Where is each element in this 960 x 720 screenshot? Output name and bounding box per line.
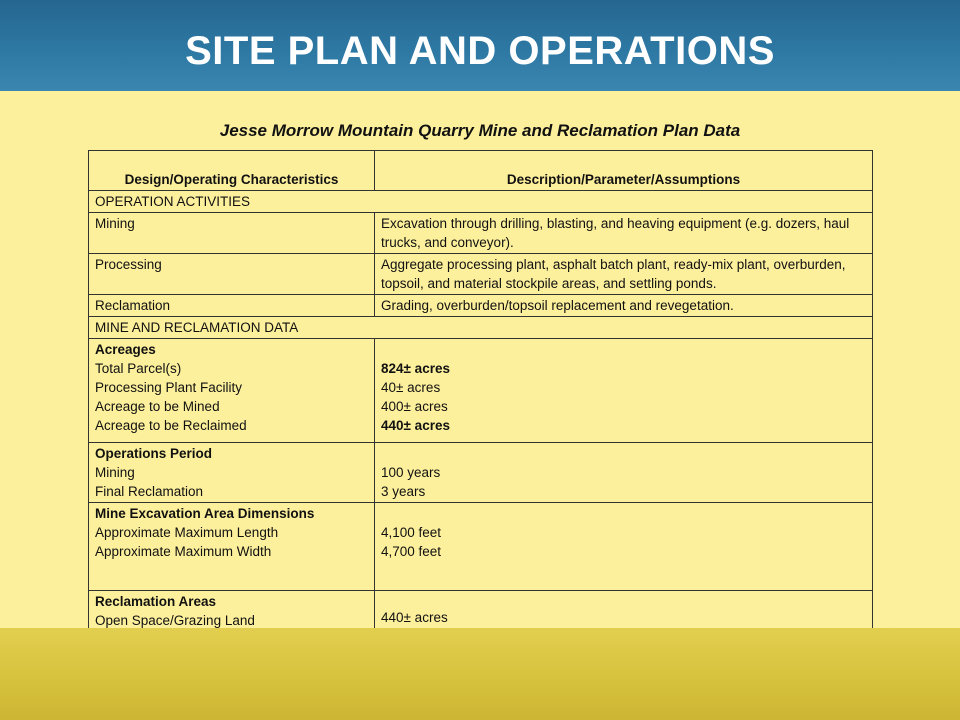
footer-band [0, 628, 960, 720]
dimensions-values [375, 503, 873, 591]
reclamation-areas-values [375, 591, 873, 632]
list-item: Processing Plant Facility [95, 380, 243, 395]
list-item: Final Reclamation [95, 484, 204, 499]
value-reclamation-period: 3 years [381, 484, 426, 499]
list-item: Total Parcel(s) [95, 361, 182, 376]
dimensions-labels [89, 503, 375, 591]
title-bar [0, 0, 960, 91]
reclamation-areas-labels [89, 591, 375, 632]
table-row [89, 295, 873, 317]
table-row [89, 591, 873, 632]
value-total-parcel: 824± acres [381, 361, 450, 376]
reclamation-areas-heading: Reclamation Areas [95, 594, 217, 609]
list-item: Mining [95, 465, 135, 480]
plan-data-table [88, 150, 873, 632]
operations-values [375, 443, 873, 503]
page-title: SITE PLAN AND OPERATIONS [185, 29, 775, 73]
table-row [89, 503, 873, 591]
section-row [89, 317, 873, 339]
table-row [89, 443, 873, 503]
value-max-length: 4,100 feet [381, 525, 442, 540]
section-mine-reclamation-data: MINE AND RECLAMATION DATA [89, 317, 873, 339]
column-header-description: Description/Parameter/Assumptions [375, 151, 873, 191]
list-item: Acreage to be Mined [95, 399, 220, 414]
list-item: Approximate Maximum Length [95, 525, 279, 540]
dimensions-heading: Mine Excavation Area Dimensions [95, 506, 315, 521]
section-row [89, 191, 873, 213]
value-processing-plant: 40± acres [381, 380, 441, 395]
table-row [89, 254, 873, 295]
table-header-row [89, 151, 873, 191]
section-operation-activities: OPERATION ACTIVITIES [89, 191, 873, 213]
value-max-width: 4,700 feet [381, 544, 442, 559]
value-open-space: 440± acres [381, 610, 448, 625]
value-mining-period: 100 years [381, 465, 441, 480]
table-caption: Jesse Morrow Mountain Quarry Mine and Reclamation Plan Data [219, 121, 741, 140]
row-desc-reclamation: Grading, overburden/topsoil replacement and revegetation. [375, 295, 873, 317]
acreages-labels [89, 339, 375, 443]
table-row [89, 339, 873, 443]
row-label-mining: Mining [89, 213, 375, 254]
list-item: Open Space/Grazing Land [95, 613, 255, 628]
value-acreage-reclaimed: 440± acres [381, 418, 450, 433]
value-acreage-mined: 400± acres [381, 399, 448, 414]
list-item: Acreage to be Reclaimed [95, 418, 247, 433]
row-label-reclamation: Reclamation [89, 295, 375, 317]
table-row [89, 213, 873, 254]
acreages-values [375, 339, 873, 443]
row-desc-mining: Excavation through drilling, blasting, and heaving equipment (e.g. dozers, haul trucks, and conveyor). [375, 213, 873, 254]
row-label-processing: Processing [89, 254, 375, 295]
list-item: Approximate Maximum Width [95, 544, 272, 559]
row-desc-processing: Aggregate processing plant, asphalt batch plant, ready-mix plant, overburden, topsoil, and material stockpile areas, and settling ponds. [375, 254, 873, 295]
operations-labels [89, 443, 375, 503]
acreages-heading: Acreages [95, 342, 156, 357]
column-header-characteristics: Design/Operating Characteristics [89, 151, 375, 191]
operations-heading: Operations Period [95, 446, 213, 461]
